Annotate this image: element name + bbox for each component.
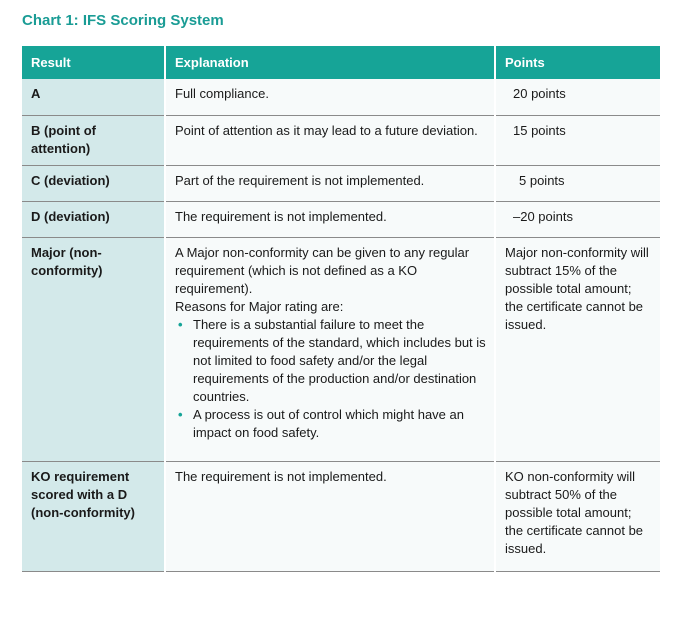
result-text: Major (non-conformity) <box>31 244 103 278</box>
points-cell: Major non-conformity will subtract 15% of the possible total amount; the certificate cannot be issued. <box>495 237 660 461</box>
points-value: 5 points <box>519 172 565 188</box>
result-cell: D (deviation) <box>22 201 165 237</box>
table-row <box>22 201 660 237</box>
chart-title: Chart 1: IFS Scoring System <box>22 12 224 29</box>
result-cell: A <box>22 79 165 115</box>
points-cell <box>495 115 660 165</box>
explanation-cell: The requirement is not implemented. <box>165 461 495 571</box>
result-cell: C (deviation) <box>22 165 165 201</box>
result-cell <box>22 237 165 461</box>
explanation-cell <box>165 237 495 461</box>
explanation-cell: The requirement is not implemented. <box>165 201 495 237</box>
points-value: –20 points <box>513 208 573 224</box>
explanation-cell: Full compliance. <box>165 79 495 115</box>
bullet-icon: • <box>178 406 183 422</box>
explanation-cell: Point of attention as it may lead to a future deviation. <box>165 115 495 165</box>
list-item <box>178 316 486 406</box>
table-row <box>22 79 660 115</box>
header-points: Points <box>495 46 660 79</box>
result-cell <box>22 115 165 165</box>
points-cell <box>495 79 660 115</box>
points-cell <box>495 201 660 237</box>
header-row <box>22 46 660 79</box>
explanation-text: A Major non-conformity can be given to any regular requirement (which is not defined as a KO requirement). <box>175 244 470 296</box>
explanation-cell: Part of the requirement is not implemented. <box>165 165 495 201</box>
points-cell: KO non-conformity will subtract 50% of the possible total amount; the certificate cannot be issued. <box>495 461 660 571</box>
points-value: 15 points <box>513 122 566 138</box>
list-item-text: There is a substantial failure to meet the requirements of the standard, which includes but is not limited to food safety and/or the legal requirements of the production and/or destination countries. <box>193 316 486 404</box>
points-cell <box>495 165 660 201</box>
scoring-table <box>22 46 660 572</box>
result-text: KO requirement scored with a D (non-conformity) <box>31 468 135 520</box>
table-row <box>22 115 660 165</box>
bullet-icon: • <box>178 316 183 332</box>
points-value: 20 points <box>513 86 566 101</box>
header-result: Result <box>22 46 165 79</box>
header-explanation: Explanation <box>165 46 495 79</box>
result-text: B (point of attention) <box>31 122 96 156</box>
result-cell <box>22 461 165 571</box>
reasons-intro: Reasons for Major rating are: <box>175 298 344 314</box>
table-row <box>22 461 660 571</box>
list-item-text: A process is out of control which might have an impact on food safety. <box>193 406 464 440</box>
table-row <box>22 237 660 461</box>
list-item <box>178 406 486 442</box>
table-row <box>22 165 660 201</box>
reasons-list <box>175 316 486 442</box>
